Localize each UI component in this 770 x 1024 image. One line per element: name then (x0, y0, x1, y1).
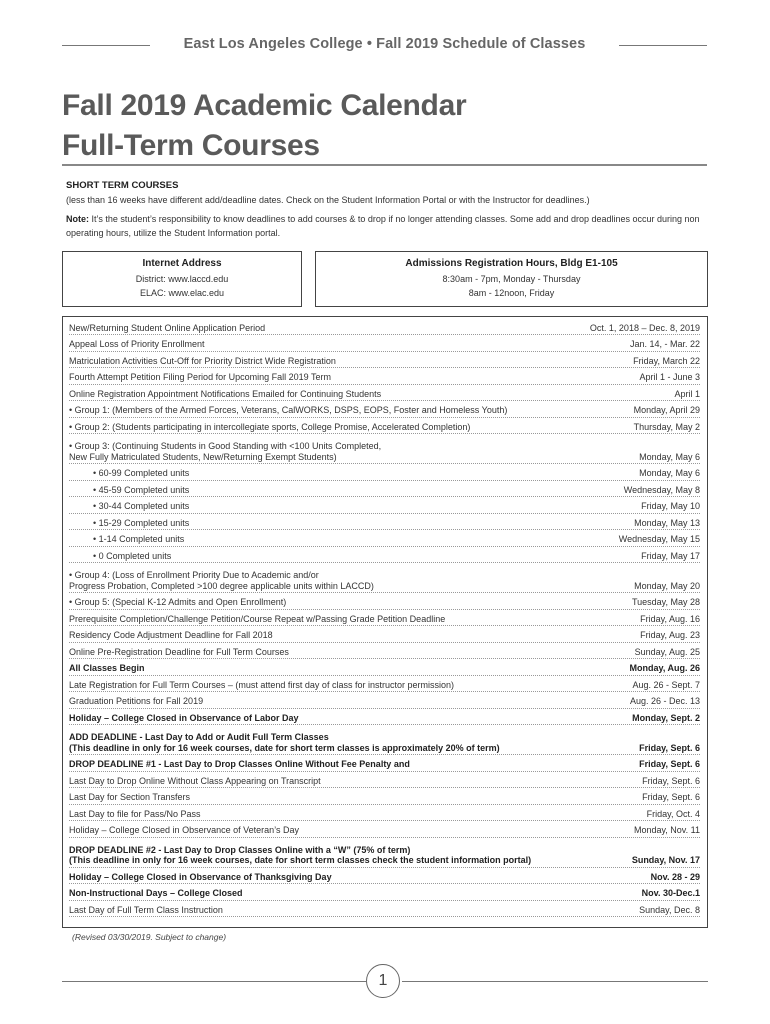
footer-rule-left (62, 981, 366, 982)
table-row (69, 692, 700, 709)
table-row (69, 838, 700, 868)
row-date: Monday, Nov. 11 (633, 825, 700, 835)
title-line-1: Fall 2019 Academic Calendar (62, 89, 467, 122)
table-row (69, 725, 700, 755)
row-label: Late Registration for Full Term Courses – (must attend first day of class for instructor permission) (69, 679, 454, 690)
district-url: District: www.laccd.edu (135, 274, 229, 284)
row-label: • 30-44 Completed units (93, 501, 190, 511)
table-row (69, 352, 700, 369)
table-row (69, 676, 700, 693)
table-row (69, 497, 700, 514)
table-row (69, 593, 700, 610)
row-date: Wednesday, May 8 (623, 484, 700, 495)
row-date: Monday, April 29 (633, 405, 700, 415)
admissions-hours-box (315, 251, 708, 307)
row-label: • Group 2: (Students participating in intercollegiate sports, College Promise, Accelerated Completion) (69, 421, 471, 432)
row-label: Last Day for Section Transfers (69, 792, 191, 802)
page-header (62, 36, 707, 56)
row-label: Prerequisite Completion/Challenge Petition/Course Repeat w/Passing Grade Petition Deadline (69, 613, 446, 624)
table-row (69, 514, 700, 531)
table-row (69, 418, 700, 435)
row-label: • Group 4: (Loss of Enrollment Priority Due to Academic and/or Progress Probation, Completed >100 degree applicable units within LACCD) (69, 570, 374, 591)
footer-rule-right (402, 981, 708, 982)
table-row (69, 547, 700, 564)
row-date: Friday, Oct. 4 (646, 808, 700, 819)
row-date: Wednesday, May 15 (618, 534, 700, 544)
table-row (69, 385, 700, 402)
row-date: Nov. 30-Dec.1 (641, 888, 700, 898)
row-date: Aug. 26 - Sept. 7 (632, 679, 700, 690)
table-row (69, 319, 700, 335)
table-row (69, 868, 700, 885)
row-date: Nov. 28 - 29 (650, 871, 700, 882)
row-date: Monday, Sept. 2 (632, 712, 700, 723)
row-date: Friday, May 10 (641, 501, 700, 511)
row-label: Holiday – College Closed in Observance of Veteran’s Day (69, 825, 299, 835)
row-date: Tuesday, May 28 (631, 597, 700, 607)
row-label: Residency Code Adjustment Deadline for Fall 2018 (69, 630, 273, 640)
header-text: East Los Angeles College • Fall 2019 Schedule of Classes (183, 36, 586, 52)
table-row (69, 805, 700, 822)
elac-url: ELAC: www.elac.edu (139, 288, 225, 298)
row-label: All Classes Begin (69, 663, 145, 673)
row-date: Sunday, Nov. 17 (631, 855, 700, 865)
row-date: Friday, Aug. 16 (640, 613, 700, 624)
row-date: Sunday, Dec. 8 (639, 904, 700, 915)
table-row (69, 643, 700, 660)
table-row (69, 901, 700, 918)
row-label: • Group 1: (Members of the Armed Forces, Veterans, CalWORKS, DSPS, EOPS, Foster and Homeless Youth) (69, 405, 508, 415)
table-row (69, 610, 700, 627)
note-paragraph (66, 212, 708, 240)
row-label: Last Day of Full Term Class Instruction (69, 904, 223, 915)
row-label: • 0 Completed units (93, 550, 172, 561)
row-date: Friday, May 17 (641, 550, 700, 561)
row-label: Last Day to file for Pass/No Pass (69, 808, 201, 819)
row-date: Monday, Aug. 26 (629, 663, 700, 673)
table-row (69, 530, 700, 547)
row-label: Holiday – College Closed in Observance of Labor Day (69, 712, 299, 723)
row-date: Monday, May 20 (634, 580, 700, 591)
row-label: Holiday – College Closed in Observance of Thanksgiving Day (69, 871, 332, 882)
note-label: Note: (66, 214, 89, 224)
row-date: Friday, Sept. 6 (642, 775, 700, 786)
row-label: Online Registration Appointment Notifications Emailed for Continuing Students (69, 388, 382, 399)
row-label: Matriculation Activities Cut-Off for Priority District Wide Registration (69, 355, 336, 366)
table-row (69, 772, 700, 789)
page-title (62, 86, 466, 166)
table-row (69, 821, 700, 838)
internet-address-heading: Internet Address (142, 258, 222, 269)
revision-note: (Revised 03/30/2019. Subject to change) (72, 932, 227, 942)
note-text: It’s the student’s responsibility to know deadlines to add courses & to drop if no longer attending classes. Some add and drop deadlines occur during non operating hours, utilize the Student Information portal. (66, 214, 700, 238)
table-row (69, 464, 700, 481)
table-row (69, 788, 700, 805)
row-date: Monday, May 6 (639, 468, 700, 478)
admissions-heading: Admissions Registration Hours, Bldg E1-105 (405, 258, 618, 269)
row-date: Friday, Sept. 6 (639, 742, 700, 753)
admissions-hours-friday: 8am - 12noon, Friday (468, 288, 555, 298)
table-row (69, 401, 700, 418)
row-date: April 1 - June 3 (639, 372, 700, 382)
table-row (69, 335, 700, 352)
row-label: New/Returning Student Online Application Period (69, 322, 266, 333)
table-row (69, 884, 700, 901)
row-label: DROP DEADLINE #1 - Last Day to Drop Classes Online Without Fee Penalty and (69, 759, 410, 769)
title-line-2: Full-Term Courses (62, 129, 320, 162)
row-label: • 60-99 Completed units (93, 468, 190, 478)
table-row (69, 709, 700, 726)
row-label: • 1-14 Completed units (93, 534, 185, 544)
row-label: Last Day to Drop Online Without Class Appearing on Transcript (69, 775, 321, 786)
table-row (69, 626, 700, 643)
row-label: Appeal Loss of Priority Enrollment (69, 339, 205, 349)
row-date: Friday, Sept. 6 (639, 759, 700, 769)
row-date: Monday, May 6 (639, 451, 700, 462)
row-date: Monday, May 13 (634, 517, 700, 528)
row-label: • 15-29 Completed units (93, 517, 190, 528)
row-label: Fourth Attempt Petition Filing Period for Upcoming Fall 2019 Term (69, 372, 331, 382)
row-label: Online Pre-Registration Deadline for Full Term Courses (69, 646, 289, 657)
header-rule-right (619, 45, 707, 46)
admissions-hours-weekday: 8:30am - 7pm, Monday - Thursday (442, 274, 581, 284)
table-row (69, 481, 700, 498)
table-row (69, 368, 700, 385)
short-term-heading: SHORT TERM COURSES (66, 180, 179, 191)
row-label: Graduation Petitions for Fall 2019 (69, 696, 204, 706)
row-label: • Group 5: (Special K-12 Admits and Open Enrollment) (69, 597, 287, 607)
row-label: DROP DEADLINE #2 - Last Day to Drop Classes Online with a “W” (75% of term) (This deadline in only for 16 week courses, date for short term classes check the student information portal) (69, 844, 532, 865)
calendar-table (62, 316, 708, 928)
page-number: 1 (366, 964, 400, 998)
row-date: Aug. 26 - Dec. 13 (629, 696, 700, 706)
row-label: • Group 3: (Continuing Students in Good Standing with <100 Units Completed, New Fully Matriculated Students, New/Returning Exempt Students) (69, 441, 382, 462)
row-date: April 1 (674, 388, 700, 399)
row-date: Friday, March 22 (633, 355, 700, 366)
row-date: Friday, Sept. 6 (642, 792, 700, 802)
row-label: ADD DEADLINE - Last Day to Add or Audit Full Term Classes (This deadline in only for 16 week courses, date for short term classes is approximately 20% of term) (69, 732, 500, 753)
row-date: Sunday, Aug. 25 (634, 646, 700, 657)
row-label: • 45-59 Completed units (93, 484, 190, 495)
table-row (69, 563, 700, 593)
table-row (69, 434, 700, 464)
row-date: Thursday, May 2 (633, 421, 700, 432)
internet-address-box (62, 251, 302, 307)
row-date: Jan. 14, - Mar. 22 (629, 339, 700, 349)
table-row (69, 659, 700, 676)
row-date: Oct. 1, 2018 – Dec. 8, 2019 (589, 322, 700, 333)
row-date: Friday, Aug. 23 (640, 630, 700, 640)
row-label: Non-Instructional Days – College Closed (69, 888, 243, 898)
title-divider (62, 164, 707, 166)
table-row (69, 755, 700, 772)
short-term-text: (less than 16 weeks have different add/deadline dates. Check on the Student Information Portal or with the Instructor for deadlines.) (66, 195, 590, 205)
